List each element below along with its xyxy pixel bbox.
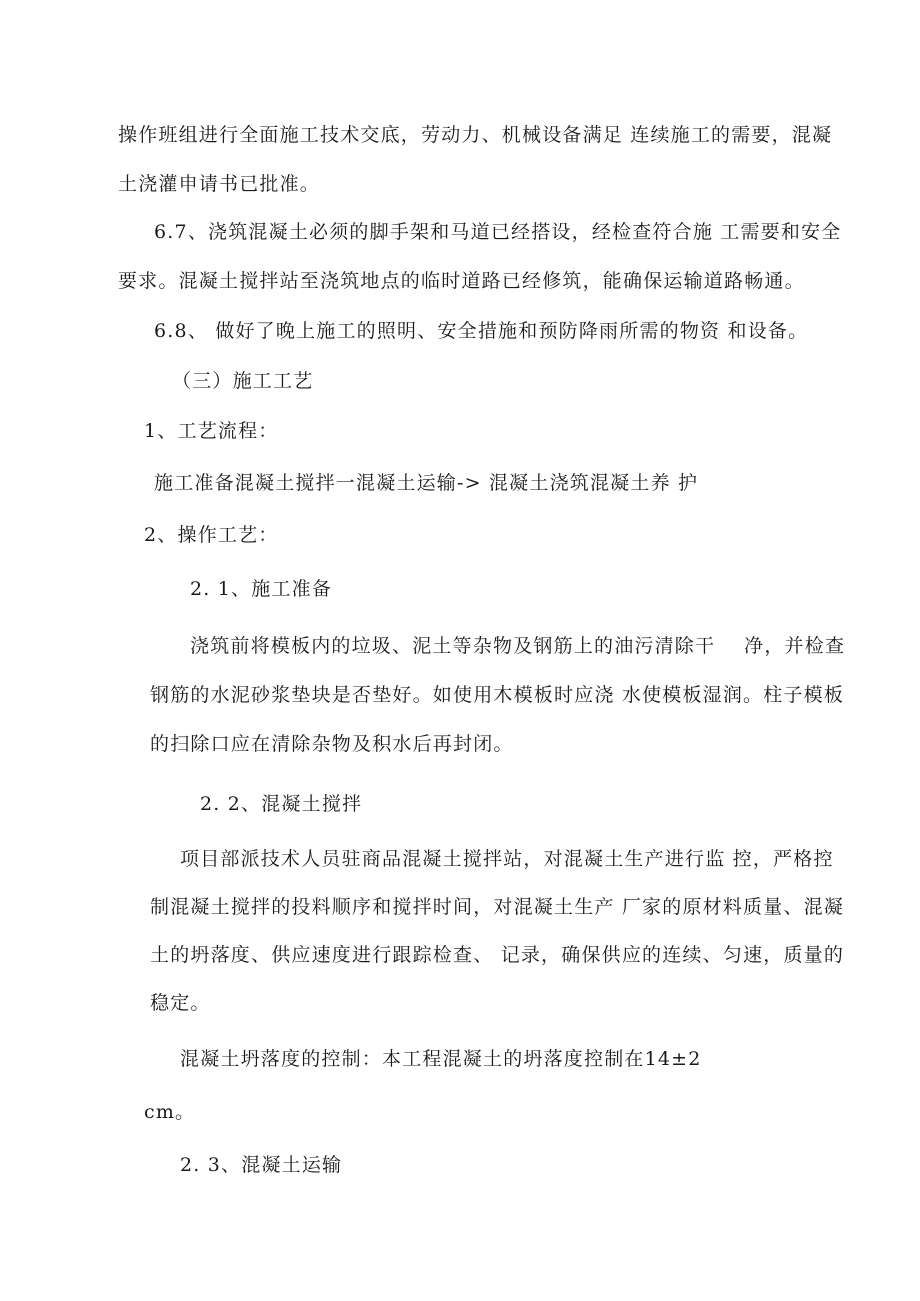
subheading: 2. 3、混凝土运输	[180, 1154, 343, 1176]
text-line: 浇筑前将模板内的垃圾、泥土等杂物及钢筋上的油污清除干 净，并检查	[190, 635, 846, 657]
text-line: 操作班组进行全面施工技术交底，劳动力、机械设备满足 连续施工的需要，混凝	[118, 124, 833, 146]
text-line: 要求。混凝土搅拌站至浇筑地点的临时道路已经修筑，能确保运输道路畅通。	[118, 270, 805, 292]
text-line: 稳定。	[150, 992, 211, 1014]
subheading: 2. 1、施工准备	[190, 578, 333, 600]
text-line: 6.8、 做好了晚上施工的照明、安全措施和预防降雨所需的物资 和设备。	[154, 320, 809, 342]
text-line: 项目部派技术人员驻商品混凝土搅拌站，对混凝土生产进行监 控，严格控	[180, 848, 834, 870]
text-line: 6.7、浇筑混凝土必须的脚手架和马道已经搭设，经检查符合施 工需要和安全	[154, 221, 842, 243]
text-line: 土的坍落度、供应速度进行跟踪检查、 记录，确保供应的连续、匀速，质量的	[150, 944, 845, 966]
subheading: 2、操作工艺：	[144, 524, 279, 546]
text-line: 钢筋的水泥砂浆垫块是否垫好。如使用木模板时应浇 水使模板湿润。柱子模板	[150, 684, 845, 706]
text-line: 土浇灌申请书已批准。	[118, 173, 321, 195]
subheading: 1、工艺流程：	[144, 420, 279, 442]
section-heading: （三）施工工艺	[172, 370, 314, 392]
text-line: 混凝土坍落度的控制：本工程混凝土的坍落度控制在14±2	[180, 1048, 702, 1070]
text-line: 的扫除口应在清除杂物及积水后再封闭。	[150, 733, 514, 755]
text-line: cm。	[144, 1101, 196, 1123]
subheading: 2. 2、混凝土搅拌	[200, 793, 363, 815]
text-line: 制混凝土搅拌的投料顺序和搅拌时间，对混凝土生产 厂家的原材料质量、混凝	[150, 896, 845, 918]
process-flow: 施工准备混凝土搅拌一混凝土运输-> 混凝土浇筑混凝土养 护	[154, 472, 699, 494]
